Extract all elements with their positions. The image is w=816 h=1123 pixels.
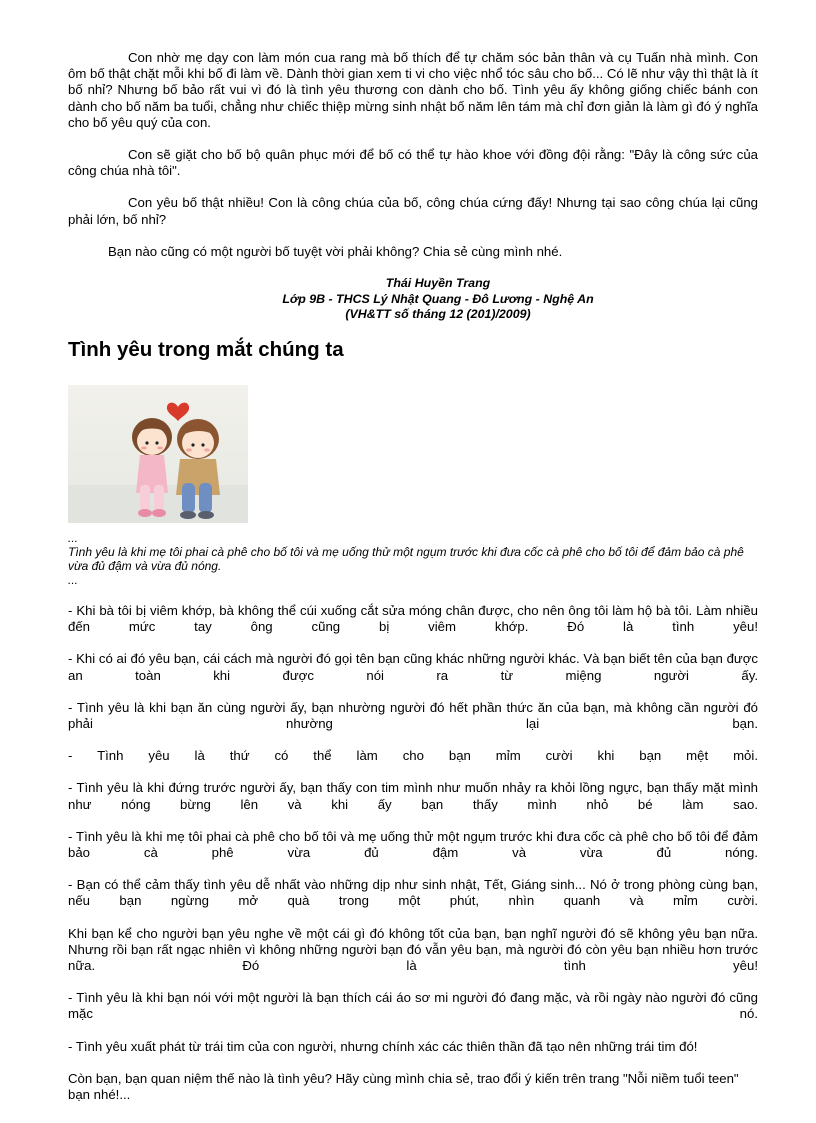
intro-paragraph-2: Con sẽ giặt cho bố bộ quân phục mới để bố có thể tự hào khoe với đồng đội rằng: "Đây là công sức của công chúa nhà tôi".	[68, 147, 758, 179]
image-caption: Tình yêu là khi mẹ tôi phai cà phê cho bố tôi và mẹ uống thử một ngụm trước khi đưa cốc cà phê cho bố tôi để đảm bảo cà phê vừa đủ đậm và vừa đủ nóng.	[68, 545, 744, 574]
article-item-last: - Tình yêu xuất phát từ trái tim của con người, nhưng chính xác các thiên thần đã tạo nên những trái tim đó!	[68, 1038, 698, 1054]
ellipsis-top: ...	[68, 531, 79, 546]
closing-paragraph: Còn bạn, bạn quan niệm thế nào là tình yêu? Hãy cùng mình chia sẻ, trao đổi ý kiến trên trang "Nỗi niềm tuổi teen" bạn nhé!...	[68, 1070, 739, 1103]
credit-author: Thái Huyền Trang	[385, 276, 491, 291]
couple-illustration	[68, 385, 248, 523]
article-item: - Tình yêu là thứ có thể làm cho bạn mỉm cười khi bạn mệt mỏi.	[68, 748, 758, 764]
article-item: - Tình yêu là khi đứng trước người ấy, bạn thấy con tim mình như muốn nhảy ra khỏi lồng ngực, bạn thấy mặt mình như nóng bừng lên và khi ấy bạn thấy mình nhỏ bé làm sao.	[68, 780, 758, 812]
article-items	[68, 603, 758, 1023]
article-item: - Tình yêu là khi bạn nói với một người là bạn thích cái áo sơ mi người đó đang mặc, và rồi ngày nào người đó cũng mặc nó.	[68, 990, 758, 1022]
intro-paragraph-4: Bạn nào cũng có một người bố tuyệt vời phải không? Chia sẻ cùng mình nhé.	[108, 243, 563, 259]
intro-paragraph-3: Con yêu bố thật nhiều! Con là công chúa của bố, công chúa cứng đấy! Nhưng tại sao công chúa lại cũng phải lớn, bố nhỉ?	[68, 195, 758, 227]
article-title: Tình yêu trong mắt chúng ta	[68, 337, 344, 361]
article-item: Khi bạn kể cho người bạn yêu nghe về một cái gì đó không tốt của bạn, bạn nghĩ người đó sẽ không yêu bạn nữa. Nhưng rồi bạn rất ngạc nhiên vì không những người bạn đó vẫn yêu bạn, mà người đó còn yêu bạn nhiều hơn trước nữa. Đó là tình yêu!	[68, 925, 758, 974]
intro-paragraph-1: Con nhờ mẹ dạy con làm món cua rang mà bố thích để tự chăm sóc bản thân và cụ Tuấn nhà mình. Con ôm bố thật chặt mỗi khi bố đi làm về. Dành thời gian xem ti vi cho việc nhổ tóc sâu cho bố... Có lẽ như vậy thì thật là ít bố nhỉ? Nhưng bố bảo rất vui vì đó là tình yêu thương con dành cho bố. Tình yêu ấy không giống chiếc bánh con dành cho bố năm ba tuổi, chẳng như chiếc thiệp mừng sinh nhật bố năm lên tám mà chỉ đơn giản là làm gì đó ý nghĩa cho bố yêu quý của con.	[68, 50, 758, 130]
article-item: - Khi có ai đó yêu bạn, cái cách mà người đó gọi tên bạn cũng khác những người khác. Và bạn biết tên của bạn được an toàn khi được nói ra từ miệng người ấy.	[68, 651, 758, 683]
article-item: - Tình yêu là khi bạn ăn cùng người ấy, bạn nhường người đó hết phần thức ăn của bạn, mà không cần người đó phải nhường lại bạn.	[68, 699, 758, 732]
couple-illustration-icon	[68, 385, 248, 523]
article-item: - Bạn có thể cảm thấy tình yêu dễ nhất vào những dịp như sinh nhật, Tết, Giáng sinh... Nó ở trong phòng cùng bạn, nếu bạn ngừng mở quà trong một phút, nhìn quanh và mỉm cười.	[68, 877, 758, 909]
author-credit	[68, 276, 758, 323]
credit-source: (VH&TT số tháng 12 (201)/2009)	[345, 307, 531, 322]
document-page	[68, 50, 758, 1103]
article-item: - Tình yêu là khi mẹ tôi phai cà phê cho bố tôi và mẹ uống thử một ngụm trước khi đưa cốc cà phê cho bố tôi để đảm bảo cà phê vừa đủ đậm và vừa đủ nóng.	[68, 828, 758, 861]
credit-school: Lớp 9B - THCS Lý Nhật Quang - Đô Lương - Nghệ An	[282, 291, 594, 306]
ellipsis-bottom: ...	[68, 573, 79, 588]
article-item: - Khi bà tôi bị viêm khớp, bà không thể cúi xuống cắt sửa móng chân được, cho nên ông tôi làm hộ bà tôi. Làm nhiều đến mức tay ông cũng bị viêm khớp. Đó là tình yêu!	[68, 603, 758, 635]
